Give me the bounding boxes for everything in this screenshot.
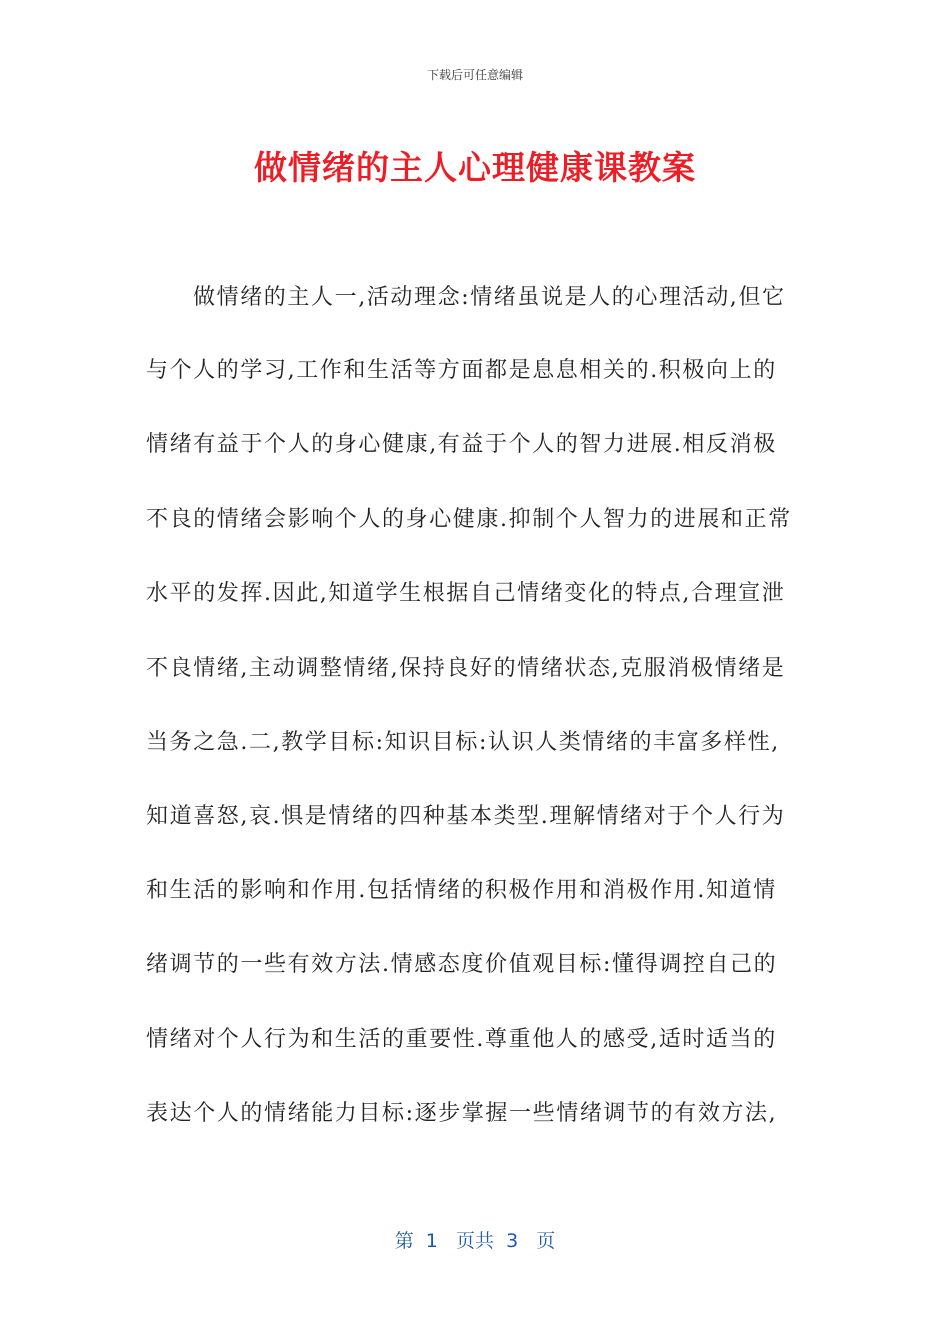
body-line: 做情绪的主人一,活动理念:情绪虽说是人的心理活动,但它 (193, 285, 786, 310)
body-line: 当务之急.二,教学目标:知识目标:认识人类情绪的丰富多样性, (146, 730, 780, 755)
page-footer: 第 1 页共 3 页 (394, 1230, 556, 1252)
body-line: 和生活的影响和作用.包括情绪的积极作用和消极作用.知道情 (146, 878, 777, 903)
header-note: 下载后可任意编辑 (426, 68, 523, 82)
body-line: 表达个人的情绪能力目标:逐步掌握一些情绪调节的有效方法, (146, 1101, 778, 1126)
body-line: 绪调节的一些有效方法.情感态度价值观目标:懂得调控自己的 (146, 952, 778, 977)
body-line: 知道喜怒,哀.惧是情绪的四种基本类型.理解情绪对于个人行为 (146, 804, 786, 829)
document-title: 做情绪的主人心理健康课教案 (254, 148, 696, 187)
body-line: 情绪有益于个人的身心健康,有益于个人的智力进展.相反消极 (146, 432, 777, 457)
body-line: 水平的发挥.因此,知道学生根据自己情绪变化的特点,合理宣泄 (146, 581, 786, 606)
body-line: 不良的情绪会影响个人的身心健康.抑制个人智力的进展和正常 (146, 507, 792, 532)
body-line: 不良情绪,主动调整情绪,保持良好的情绪状态,克服消极情绪是 (146, 656, 786, 681)
body-line: 与个人的学习,工作和生活等方面都是息息相关的.积极向上的 (146, 358, 777, 383)
body-line: 情绪对个人行为和生活的重要性.尊重他人的感受,适时适当的 (146, 1027, 777, 1052)
